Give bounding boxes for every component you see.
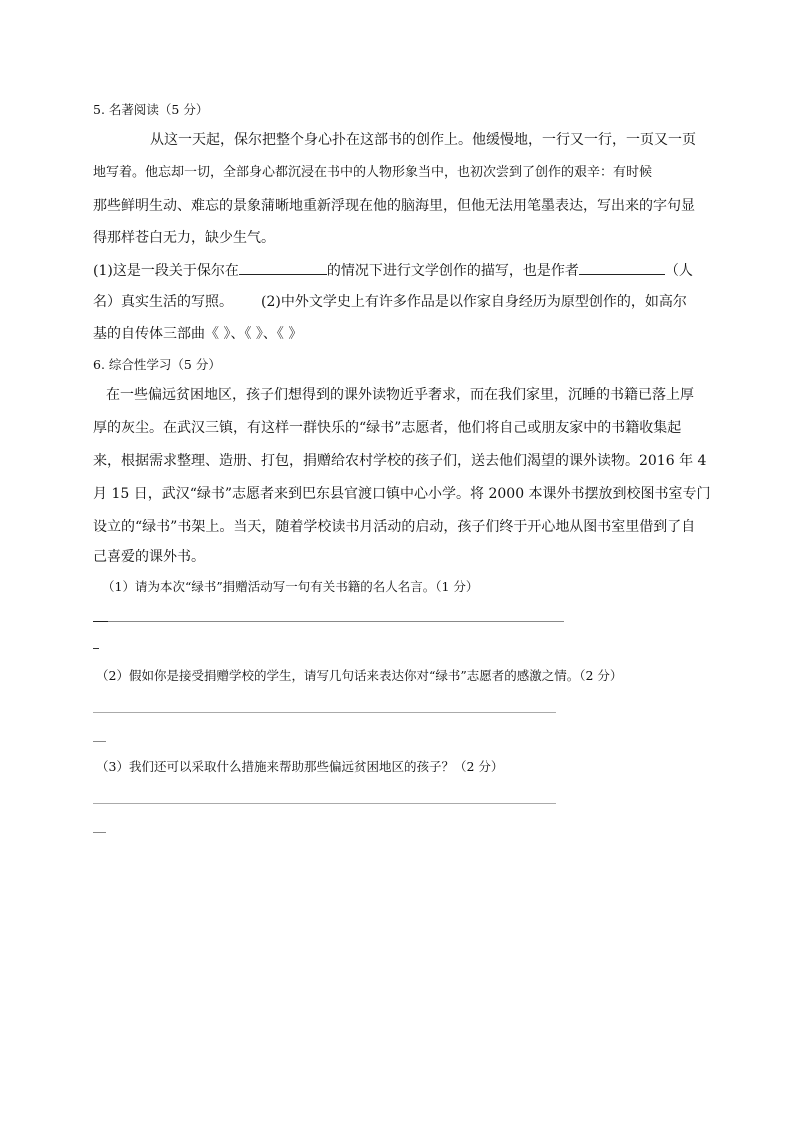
q6-passage-line-3: 来，根据需求整理、造册、打包，捐赠给农村学校的孩子们，送去他们渴望的课外读物。2016 年 4 bbox=[93, 453, 707, 469]
q5-sub1-cont-line bbox=[93, 292, 687, 312]
q6-heading: 6. 综合性学习（5 分） bbox=[93, 357, 221, 372]
q6-passage-line-2: 厚的灰尘。在武汉三镇，有这样一群快乐的“绿书”志愿者，他们将自己或朋友家中的书籍收集起 bbox=[93, 420, 682, 436]
q5-sub1-text-c: （人 bbox=[664, 263, 693, 279]
q6-answer-3-line[interactable] bbox=[93, 803, 556, 804]
q5-passage-line-4: 得那样苍白无力，缺少生气。 bbox=[93, 230, 275, 246]
q5-blank-situation[interactable] bbox=[239, 260, 327, 275]
q5-sub2-end: 基的自传体三部曲《 》、《 》、《 》 bbox=[93, 326, 303, 342]
q6-answer-1-line[interactable] bbox=[108, 621, 564, 622]
q6-passage-line-5: 设立的“绿书”书架上。当天，随着学校读书月活动的启动，孩子们终于开心地从图书室里借到了自 bbox=[93, 519, 696, 535]
q5-sub1-text-b: 的情况下进行文学创作的描写，也是作者 bbox=[326, 263, 579, 279]
q5-sub1-cont-text: 名）真实生活的写照。 bbox=[93, 294, 233, 310]
q6-question-1: （1）请为本次“绿书”捐赠活动写一句有关书籍的名人名言。（1 分） bbox=[102, 579, 479, 594]
q6-question-2: （2）假如你是接受捐赠学校的学生，请写几句话来表达你对“绿书”志愿者的感激之情。（2 分） bbox=[96, 668, 623, 683]
q6-answer-1-tail bbox=[93, 648, 99, 649]
q6-passage-line-6: 己喜爱的课外书。 bbox=[93, 549, 205, 565]
q5-sub1-text-a: (1)这是一段关于保尔在 bbox=[93, 263, 239, 279]
q6-question-3: （3）我们还可以采取什么措施来帮助那些偏远贫困地区的孩子？（2 分） bbox=[96, 759, 504, 774]
q5-sub1-line bbox=[93, 260, 693, 281]
q5-blank-author[interactable] bbox=[579, 260, 665, 275]
q5-passage-line-3: 那些鲜明生动、难忘的景象蒲晰地重新浮现在他的脑海里，但他无法用笔墨表达，写出来的字句显 bbox=[93, 198, 695, 214]
q5-passage-line-1: 从这一天起，保尔把整个身心扑在这部书的创作上。他缓慢地，一行又一行，一页又一页 bbox=[150, 132, 696, 148]
q6-passage-line-1: 在一些偏远贫困地区，孩子们想得到的课外读物近乎奢求，而在我们家里，沉睡的书籍已落上厚 bbox=[106, 387, 694, 403]
q6-answer-2-tail bbox=[93, 741, 106, 742]
q6-answer-1-dash bbox=[93, 621, 108, 622]
q6-answer-3-tail bbox=[93, 832, 106, 833]
q5-heading: 5. 名著阅读（5 分） bbox=[93, 102, 209, 117]
q6-answer-2-line[interactable] bbox=[93, 712, 556, 713]
q5-sub2-text: (2)中外文学史上有许多作品是以作家自身经历为原型创作的，如高尔 bbox=[261, 294, 687, 310]
q5-passage-line-2: 地写着。他忘却一切，全部身心都沉浸在书中的人物形象当中，也初次尝到了创作的艰辛：有时候 bbox=[93, 165, 653, 180]
q6-passage-line-4: 月 15 日，武汉“绿书”志愿者来到巴东县官渡口镇中心小学。将 2000 本课外书摆放到校图书室专门 bbox=[93, 486, 711, 502]
